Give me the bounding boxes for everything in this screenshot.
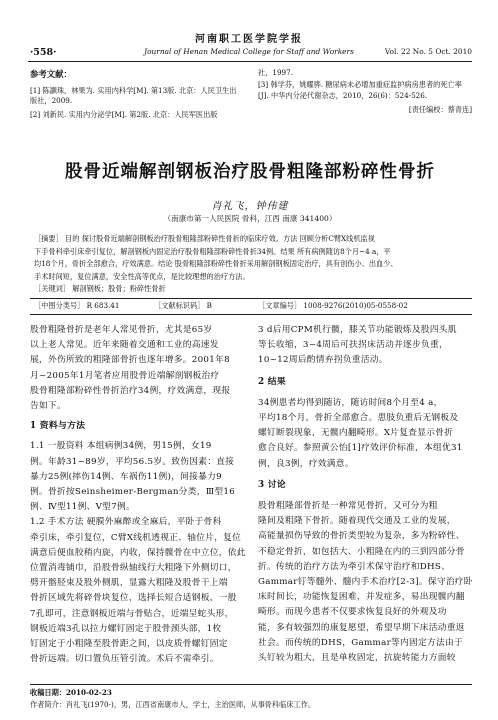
paragraph-line: 股骨粗隆部骨折是一种常见骨折，又可分为粗 bbox=[258, 501, 438, 512]
paragraph-line: 1.2 手术方法 硬膜外麻醉或全麻后，平卧于骨科 bbox=[30, 517, 222, 528]
paragraph-line: 10~12周后酌情弃拐负重活动。 bbox=[258, 355, 388, 366]
abstract-line: 下手骨科牵引床牵引复位，解剖钢板内固定治疗股骨粗隆部粉碎性骨折34例。结果 所有病例随访8个月~4 a，平 bbox=[34, 246, 391, 256]
paragraph-line: 螺钉断裂现象，无髋内翻畸形。X片复查显示骨折 bbox=[258, 428, 454, 439]
section-heading: 2 结果 bbox=[258, 376, 286, 387]
authors: 肖礼飞，钟伟建 bbox=[211, 201, 289, 212]
paragraph-line: 7孔即可，注意钢板近端与骨贴合，近端呈蛇头形， bbox=[30, 608, 234, 619]
reference-item: [2] 刘新民. 实用内分泌学[M]. 第2版. 北京：人民军医出版 bbox=[30, 109, 218, 119]
article-title: 股骨近端解剖钢板治疗股骨粗隆部粉碎性骨折 bbox=[65, 162, 435, 182]
journal-title-cn: 河南职工医学院学报 bbox=[195, 34, 303, 45]
paragraph-line: 钉固定于小粗隆至股骨距之间，以皮质骨螺钉固定 bbox=[30, 639, 228, 650]
paragraph-line: 股骨粗隆部粉碎性骨折治疗34例，疗效满意，现报 bbox=[30, 385, 231, 396]
paragraph-line: 高能量损伤导致的骨折类型较为复杂，多为粉碎性、 bbox=[258, 531, 465, 542]
header-rule bbox=[28, 61, 472, 62]
paragraph-line: 1.1 一般资料 本组病例34例，男15例，女19 bbox=[30, 441, 212, 452]
volume-info: Vol. 22 No. 5 Oct. 2010 bbox=[384, 47, 472, 56]
paragraph-line: 例。年龄31~89岁，平均56.5岁。致伤因素：直接 bbox=[30, 456, 235, 467]
paragraph-line: 隆间及粗隆下骨折。随着现代交通及工业的发展， bbox=[258, 516, 456, 527]
abstract-line: 均18个月，骨折全部愈合，疗效满意。结论 股骨粗隆部粉碎性骨折采用解剖钢板固定治疗，具有创伤小、出血少、 bbox=[34, 259, 398, 269]
journal-title-en: Journal of Henan Medical College for Staff and Workers bbox=[144, 47, 354, 56]
paragraph-line: 例。骨折按Seinsheimer-Bergman分类，Ⅲ型16 bbox=[30, 487, 236, 498]
paragraph-line: 展，外伤所致的粗隆部骨折也逐年增多。2001年8 bbox=[30, 355, 230, 366]
paragraph-line: 能，多有较强烈的康复愿望，希望早期下床活动重返 bbox=[258, 622, 465, 633]
article-number: ［文章编号］ 1008-9276(2010)05-0558-02 bbox=[258, 301, 408, 310]
reference-item: [3] 韩学芬，姚耀骅. 糖尿病未必增加重症监护病房患者的死亡率 bbox=[258, 80, 462, 90]
paragraph-line: 骨折远端。切口置负压管引流。术后不需牵引。 bbox=[30, 654, 219, 665]
paragraph-line: 牵引床，牵引复位，C臂X线机透视正、轴位片，复位 bbox=[30, 532, 242, 543]
reference-item: [J]. 中华内分泌代谢杂志，2010，26(6)：524-526. bbox=[258, 90, 428, 100]
reference-item: 版社，2009. bbox=[30, 96, 73, 106]
paragraph-line: 暴力25例(摔伤14例、车祸伤11例)，间接暴力9 bbox=[30, 471, 222, 482]
section-heading: 3 讨论 bbox=[258, 479, 286, 490]
keywords: ［关键词］ 解剖钢板；股骨；粉碎性骨折 bbox=[34, 284, 166, 294]
editor-note: [责任编校：蔡青连] bbox=[408, 105, 472, 115]
paragraph-line: 不稳定骨折，如包括大、小粗隆在内的三到四部分骨 bbox=[258, 546, 465, 557]
meta-rule-top bbox=[30, 298, 472, 299]
clc-number: ［中图分类号］ R 683.41 bbox=[34, 301, 120, 310]
paragraph-line: 例、Ⅳ型11例、Ⅴ型7例。 bbox=[30, 502, 135, 513]
paragraph-line: 等长收缩，3~4周后可扶拐床活动并逐步负重， bbox=[258, 340, 448, 351]
paragraph-line: 股骨粗隆骨折是老年人常见骨折，尤其是65岁 bbox=[30, 325, 213, 335]
section-heading: 1 资料与方法 bbox=[30, 421, 86, 432]
abstract bbox=[34, 233, 472, 296]
paragraph-line: 骨折区域先将碎骨块复位，选择长短合适钢板，一般 bbox=[30, 593, 237, 604]
author-bio: 作者简介：肖礼飞(1970-)，男，江西省南康市人，学士，主治医师，从事骨科临床工作。 bbox=[30, 700, 316, 709]
paragraph-line: 位置消毒铺巾，沿股骨纵轴线行大粗隆下外侧切口， bbox=[30, 563, 237, 574]
left-column bbox=[30, 323, 246, 667]
paragraph-line: Gammar钉等髓外、髓内手术治疗[2-3]。保守治疗卧 bbox=[258, 577, 473, 588]
affiliation: （南康市第一人民医院 骨科，江西 南康 341400） bbox=[163, 214, 337, 223]
abstract-line: 手术时间短，复位满意，安全性高等优点，是比较理想的治疗方法。 bbox=[34, 271, 250, 281]
paragraph-line: 月~2005年1月笔者应用股骨近端解剖钢板治疗 bbox=[30, 370, 220, 381]
paragraph-line: 折。传统的治疗方法为牵引术保守治疗和DHS、 bbox=[258, 561, 451, 572]
received-date: 收稿日期：2010-02-23 bbox=[30, 688, 112, 697]
paragraph-line: 平均18个月，骨折全部愈合。患肢负重后无钢板及 bbox=[258, 413, 459, 424]
refs-heading: 参考文献： bbox=[30, 69, 72, 79]
refs-top-left bbox=[30, 68, 246, 120]
paragraph-line: 畸形。而现今患者不仅要求恢复良好的外观及功 bbox=[258, 607, 447, 618]
page-number: ·558· bbox=[30, 47, 57, 58]
reference-item: [1] 陈灏珠，林果为. 实用内科学[M]. 第13版. 北京：人民卫生出 bbox=[30, 86, 237, 95]
refs-top-right bbox=[258, 68, 472, 116]
paragraph-line: 满意后便血胶稍内旋，内收，保持髋骨在中立位，依此 bbox=[30, 547, 246, 558]
paragraph-line: 以上老人常见。近年来随着交通和工业的高速发 bbox=[30, 340, 219, 351]
paragraph-line: 愈合良好。参照黄公怡[1]疗效评价标准，本组优31 bbox=[258, 443, 463, 454]
meta-rule-bottom bbox=[30, 314, 472, 315]
paragraph-line: 社会。而传统的DHS，Gammar等内固定方法由于 bbox=[258, 637, 463, 648]
reference-item: 社，1997. bbox=[258, 68, 293, 77]
document-code: ［文献标识码］ B bbox=[154, 301, 212, 310]
paragraph-line: 34例患者均得到随访，随访时间8个月至4 a， bbox=[258, 397, 443, 408]
paragraph-line: 3 d后用CPM机行髋，膝关节功能锻炼及股四头肌 bbox=[258, 325, 457, 335]
paragraph-line: 钢板近端3孔以拉力螺钉固定于股骨颈头部，1枚 bbox=[30, 623, 222, 634]
paragraph-line: 劈开髂胫束及股外侧肌，显露大粗隆及股骨干上端 bbox=[30, 578, 228, 589]
footnote-rule bbox=[30, 684, 472, 685]
paragraph-line: 头钉较为粗大，且是单枚固定，抗旋转能力方面较 bbox=[258, 653, 456, 664]
abstract-line: ［摘要］ 目的 探讨股骨近端解剖钢板治疗股骨粗隆部粉碎性骨折的临床疗效。方法 回顾分析C臂X线机监视 bbox=[34, 234, 375, 243]
paragraph-line: 例，良3例，疗效满意。 bbox=[258, 458, 354, 469]
right-column bbox=[258, 323, 472, 666]
paragraph-line: 床时间长，功能恢复困难，并发症多，易出现髋内翻 bbox=[258, 592, 465, 603]
paragraph-line: 告如下。 bbox=[30, 401, 66, 412]
